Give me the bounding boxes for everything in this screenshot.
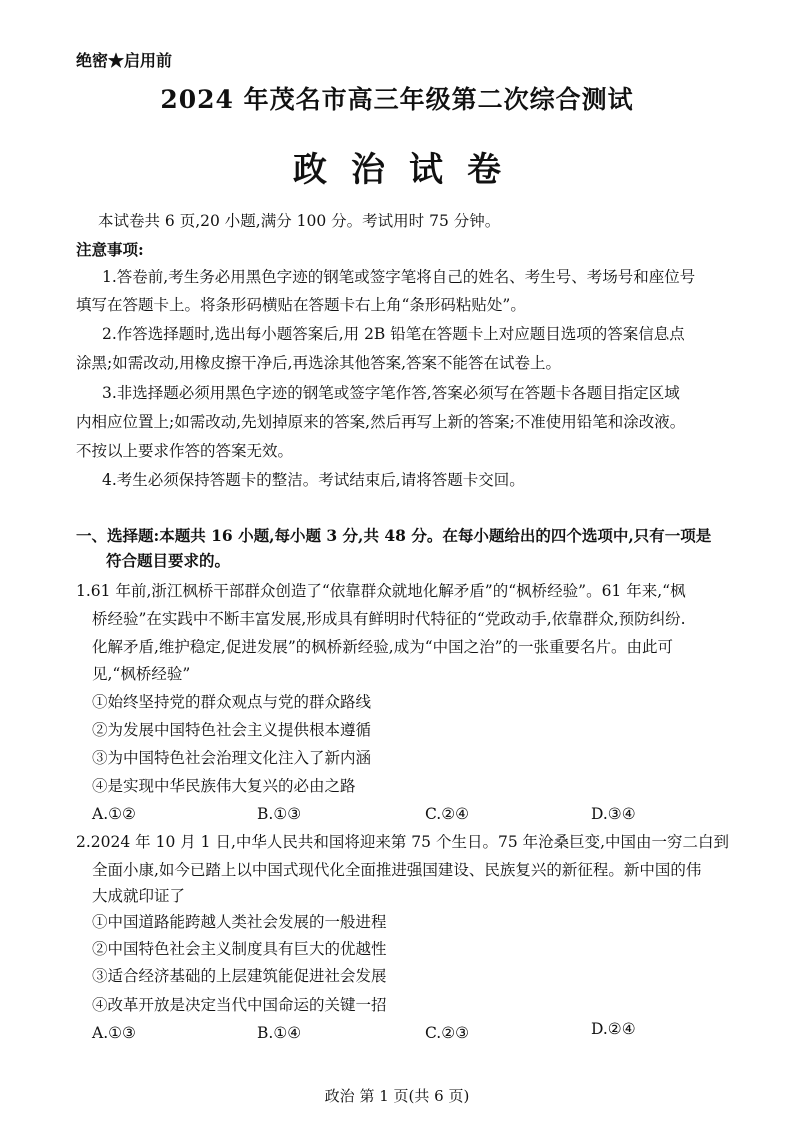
exam-title: 2024 年茂名市高三年级第二次综合测试	[160, 85, 634, 114]
notes-line: 1.答卷前,考生务必用黑色字迹的钢笔或签字笔将自己的姓名、考生号、考场号和座位号	[102, 268, 696, 286]
question-2-options	[0, 1020, 794, 1043]
question-1-stem: 1.61 年前,浙江枫桥干部群众创造了“依靠群众就地化解矛盾”的“枫桥经验”。61 年来,“枫	[76, 582, 686, 600]
question-2-item: ④改革开放是决定当代中国命运的关键一招	[92, 996, 387, 1014]
notes-line: 不按以上要求作答的答案无效。	[76, 442, 294, 460]
notes-line: 涂黑;如需改动,用橡皮擦干净后,再选涂其他答案,答案不能答在试卷上。	[76, 354, 562, 372]
notes-line: 2.作答选择题时,选出每小题答案后,用 2B 铅笔在答题卡上对应题目选项的答案信息点	[102, 325, 685, 343]
section-heading: 一、选择题:本题共 16 小题,每小题 3 分,共 48 分。在每小题给出的四个选项中,只有一项是	[76, 526, 712, 545]
exam-intro: 本试卷共 6 页,20 小题,满分 100 分。考试用时 75 分钟。	[98, 212, 501, 230]
notes-line: 4.考生必须保持答题卡的整洁。考试结束后,请将答题卡交回。	[102, 471, 525, 489]
notes-line: 内相应位置上;如需改动,先划掉原来的答案,然后再写上新的答案;不准使用铅笔和涂改液。	[76, 413, 686, 431]
question-2-stem: 大成就印证了	[92, 887, 186, 905]
option-c[interactable]: C.②③	[425, 1024, 470, 1042]
question-2-stem: 全面小康,如今已踏上以中国式现代化全面推进强国建设、民族复兴的新征程。新中国的伟	[92, 861, 702, 879]
option-d[interactable]: D.②④	[591, 1020, 636, 1038]
option-b[interactable]: B.①③	[257, 805, 302, 823]
notes-line: 3.非选择题必须用黑色字迹的钢笔或签字笔作答,答案必须写在答题卡各题目指定区域	[102, 384, 680, 402]
question-1-stem: 化解矛盾,维护稳定,促进发展”的枫桥新经验,成为“中国之治”的一张重要名片。由此可	[92, 638, 674, 656]
option-a[interactable]: A.①②	[92, 805, 136, 823]
question-1-stem: 见,“枫桥经验”	[92, 665, 191, 683]
section-heading-cont: 符合题目要求的。	[106, 551, 231, 570]
page-footer: 政治 第 1 页(共 6 页)	[324, 1087, 470, 1105]
option-d[interactable]: D.③④	[591, 805, 636, 823]
notes-heading: 注意事项:	[76, 240, 144, 259]
confidential-label: 绝密★启用前	[76, 51, 173, 70]
question-1-item: ①始终坚持党的群众观点与党的群众路线	[92, 693, 372, 711]
question-2-item: ②中国特色社会主义制度具有巨大的优越性	[92, 940, 387, 958]
option-b[interactable]: B.①④	[257, 1024, 302, 1042]
question-2-item: ①中国道路能跨越人类社会发展的一般进程	[92, 913, 387, 931]
question-2-stem: 2.2024 年 10 月 1 日,中华人民共和国将迎来第 75 个生日。75 年沧桑巨变,中国由一穷二白到	[76, 833, 730, 851]
question-2-item: ③适合经济基础的上层建筑能促进社会发展	[92, 967, 387, 985]
question-1-item: ②为发展中国特色社会主义提供根本遵循	[92, 721, 372, 739]
question-1-options	[0, 804, 794, 824]
question-1-item: ③为中国特色社会治理文化注入了新内涵	[92, 749, 372, 767]
option-a[interactable]: A.①③	[92, 1024, 136, 1042]
notes-line: 填写在答题卡上。将条形码横贴在答题卡右上角“条形码粘贴处”。	[76, 296, 526, 314]
subject-title: 政治试卷	[293, 150, 525, 190]
option-c[interactable]: C.②④	[425, 805, 470, 823]
question-1-item: ④是实现中华民族伟大复兴的必由之路	[92, 777, 356, 795]
question-1-stem: 桥经验”在实践中不断丰富发展,形成具有鲜明时代特征的“党政动手,依靠群众,预防纠纷.	[92, 610, 686, 628]
